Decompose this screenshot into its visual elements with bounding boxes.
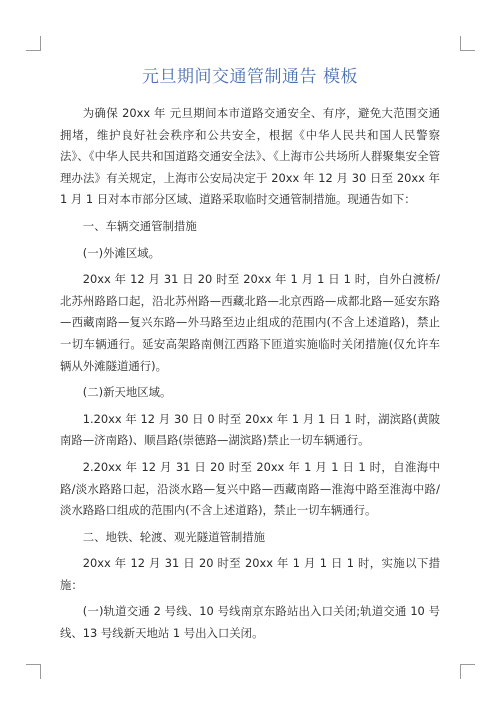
subsection-heading-bund: (一)外滩区域。 (82, 245, 161, 260)
section-heading-vehicle-control: 一、车辆交通管制措施 (82, 218, 197, 233)
intro-paragraph: 为确保 20xx 年 元旦期间本市道路交通安全、有序，避免大范围交通拥堵，维护良好社会秩序和公共安全，根据《中华人民共和国人民警察法》、《中华人民共和国道路交通安全法》、《上海市公共场所人群聚集安全管理办法》有关规定，上海市公安局决定于 20xx 年 12 月 30 日至 20xx 年 1 月 1 日对本市部分区域、道路采取临时交通管制措施。现通告如下： (60, 106, 440, 207)
page-corner-mark-bottom-right (460, 664, 475, 679)
metro-measures-intro: 20xx 年 12 月 31 日 20 时至 20xx 年 1 月 1 日 1 时，实施以下措施： (60, 556, 440, 592)
page-corner-mark-top-left (26, 36, 41, 51)
page-corner-mark-bottom-left (26, 664, 41, 679)
page-corner-mark-top-right (460, 36, 475, 51)
document-body (60, 103, 440, 650)
document-title: 元旦期间交通管制通告 模板 (142, 67, 358, 87)
xintiandi-control-item-2: 2.20xx 年 12 月 31 日 20 时至 20xx 年 1 月 1 日 1 时，自淮海中路/淡水路路口起，沿淡水路—复兴中路—西藏南路—淮海中路至淮海中路/淡水路路口组成的范围内(不含上述道路)，禁止一切车辆通行。 (60, 459, 440, 518)
bund-control-paragraph: 20xx 年 12 月 31 日 20 时至 20xx 年 1 月 1 日 1 时，自外白渡桥/北苏州路路口起，沿北苏州路—西藏北路—北京西路—成都北路—延安东路—西藏南路—复兴东路—外马路至边止组成的范围内(不含上述道路)，禁止一切车辆通行。延安高架路南侧江西路下匝道实施临时关闭措施(仅允许车辆从外滩隧道通行)。 (60, 272, 440, 373)
section-heading-metro-ferry-tunnel: 二、地铁、轮渡、观光隧道管制措施 (82, 529, 266, 544)
subsection-heading-xintiandi: (二)新天地区域。 (82, 385, 172, 400)
metro-measure-item-1: (一)轨道交通 2 号线、10 号线南京东路站出入口关闭;轨道交通 10 号线、13 号线新天地站 1 号出入口关闭。 (60, 604, 440, 641)
xintiandi-control-item-1: 1.20xx 年 12 月 30 日 0 时至 20xx 年 1 月 1 日 1 时，湖滨路(黄陂南路—济南路)、顺昌路(崇德路—湖滨路)禁止一切车辆通行。 (60, 411, 440, 448)
